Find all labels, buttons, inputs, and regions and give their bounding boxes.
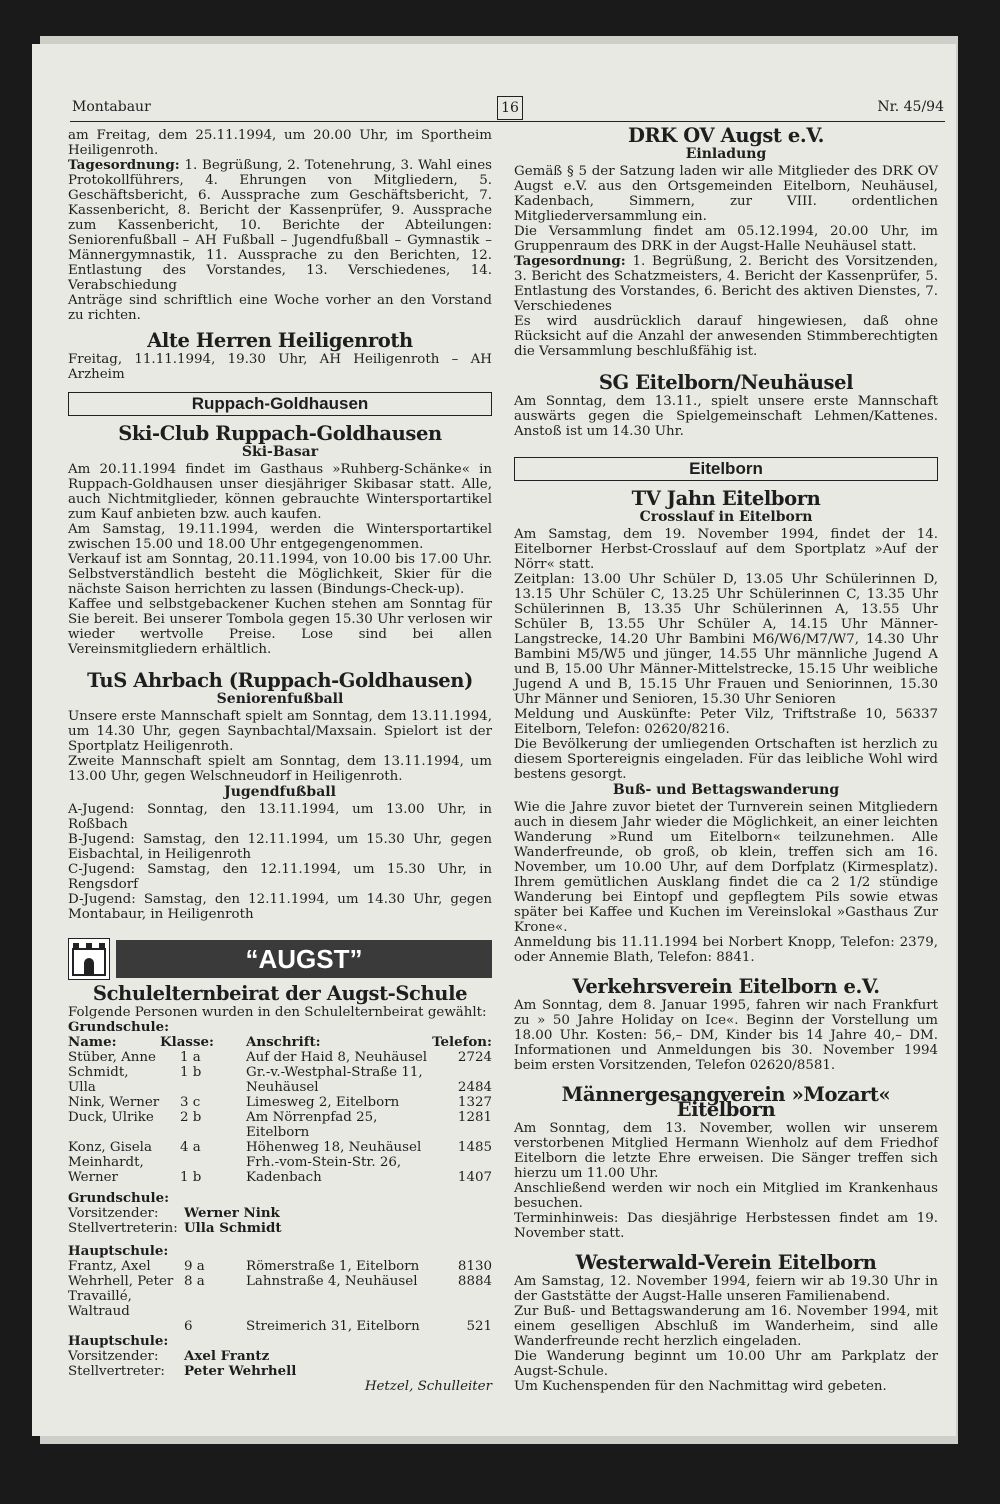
cell: Vorsitzender: [68, 1349, 159, 1364]
table-row [68, 1221, 492, 1236]
col-telefon: Telefon: [432, 1034, 492, 1050]
cell: Auf der Haid 8, Neuhäusel [246, 1050, 428, 1065]
cell: Wehrhell, Peter Travaillé, Waltraud [68, 1274, 174, 1319]
section-box-ruppach: Ruppach-Goldhausen [68, 392, 492, 416]
augst-banner-title: “AUGST” [116, 940, 492, 978]
cell: Meinhardt, Werner [68, 1155, 144, 1185]
cell: Römerstraße 1, Eitelborn [246, 1259, 420, 1274]
agenda-text: 1. Begrüßung, 2. Totenehrung, 3. Wahl eines Protokollführers, 4. Ehrungen von Mitgliedern, 5. Geschäftsbericht, 6. Aussprache zum Geschäftsbericht, 7. Kassenbericht, 8. Bericht der Kassenprüfer, 9. Aussprache zum Kassenbericht, 10. Berichte der Abteilungen: Seniorenfußball – AH Fußball – Jugendfußball – Gymnastik – Männergymnastik, 11. Aussprache zu den Berichten, 12. Entlastung des Vorstandes, 13. Verschiedenes, 14. Verabschiedung [68, 158, 492, 293]
table-row [68, 1095, 492, 1110]
schule-title: Schulelternbeirat der Augst-Schule [92, 982, 468, 1005]
cell: Nink, Werner [68, 1095, 160, 1110]
col-name: Name: [68, 1034, 117, 1050]
hauptschule-label-2: Hauptschule: [68, 1333, 169, 1349]
cell: Konz, Gisela [68, 1140, 152, 1155]
tus-jugend-line: B-Jugend: Samstag, den 12.11.1994, um 15.30 Uhr, gegen Eisbachtal, in Heiligenroth [68, 832, 492, 862]
table-row [68, 1319, 492, 1334]
cell: Axel Frantz [184, 1348, 270, 1364]
cell: 8 a [184, 1274, 205, 1289]
drk-agenda-text: 1. Begrüßung, 2. Bericht des Vorsitzenden, 3. Bericht des Schatzmeisters, 4. Bericht der Kassenprüfer, 5. Entlastung des Vorstandes, 6. Bericht des aktiven Dienstes, 7. Verschiedenes [514, 254, 938, 314]
drk-agenda-label: Tagesordnung: [514, 253, 626, 269]
section-box-eitelborn: Eitelborn [514, 457, 938, 481]
tv-para: Zeitplan: 13.00 Uhr Schüler D, 13.05 Uhr Schülerinnen D, 13.15 Uhr Schüler C, 13.25 Uhr Schülerinnen C, 13.35 Uhr Schülerinnen B, 13.35 Uhr Schülerinnen A, 13.55 Uhr Schüler B, 13.55 Uhr Schüler A, 14.15 Uhr Männer-Langstrecke, 14.20 Uhr Bambini M6/W6/M7/W7, 14.30 Uhr Bambini M5/W5 und jünger, 14.55 Uhr männliche Jugend A und B, 15.00 Uhr Männer-Mittelstrecke, 15.15 Uhr weibliche Jugend A und B, 15.15 Uhr Frauen und Seniorinnen, 15.30 Uhr Männer und Senioren, 15.30 Uhr Senioren [514, 572, 938, 707]
tus-jugend-line: D-Jugend: Samstag, den 12.11.1994, um 14.30 Uhr, gegen Montabaur, in Heiligenroth [68, 892, 492, 922]
cell: 1 b [180, 1170, 202, 1185]
vv-title: Verkehrsverein Eitelborn e.V. [572, 975, 880, 998]
hauptschule-label: Hauptschule: [68, 1243, 169, 1259]
cell: Stellvertreter: [68, 1364, 165, 1379]
wwv-title: Westerwald-Verein Eitelborn [575, 1251, 877, 1274]
mgv-para: Terminhinweis: Das diesjährige Herbstessen findet am 19. November statt. [514, 1211, 938, 1241]
table-row [68, 1206, 492, 1221]
tv-para: Die Bevölkerung der umliegenden Ortschaften ist herzlich zu diesem Sportereignis eingeladen. Für das leibliche Wohl wird bestens gesorgt. [514, 737, 938, 782]
agenda-label: Tagesordnung: [68, 157, 180, 173]
vv-text: Am Sonntag, dem 8. Januar 1995, fahren wir nach Frankfurt zu » 50 Jahre Holiday on Ice«. Beginn der Vorstellung um 18.00 Uhr. Kosten: 56,– DM, Kinder bis 14 Jahre 40,– DM. Informationen und Anmeldungen bis 30. November 1994 beim ersten Vorsitzenden, Telefon 02620/8581. [514, 998, 938, 1073]
tv-title: TV Jahn Eitelborn [631, 487, 821, 510]
sportheim-intro: am Freitag, dem 25.11.1994, um 20.00 Uhr, im Sportheim Heiligenroth. [68, 128, 492, 158]
sg-text: Am Sonntag, dem 13.11., spielt unsere erste Mannschaft auswärts gegen die Spielgemeinschaft Lehmen/Kattenes. Anstoß ist um 14.30 Uhr. [514, 394, 938, 439]
cell: Schmidt, Ulla [68, 1065, 129, 1095]
alte-herren-title: Alte Herren Heiligenroth [147, 329, 413, 352]
cell: 3 c [180, 1095, 201, 1110]
page-number: 16 [497, 96, 523, 120]
cell: 6 [184, 1319, 193, 1334]
tv-para: Am Samstag, dem 19. November 1994, findet der 14. Eitelborner Herbst-Crosslauf auf dem Sportplatz »Auf der Nörr« statt. [514, 527, 938, 572]
table-row [68, 1050, 492, 1065]
signature: Hetzel, Schulleiter [364, 1379, 492, 1394]
skiclub-para: Am 20.11.1994 findet im Gasthaus »Ruhberg-Schänke« in Ruppach-Goldhausen unser diesjähriger Skibasar statt. Alle, auch Nichtmitglieder, können gebrauchte Wintersportartikel zum Kauf anbieten bzw. auch kaufen. [68, 462, 492, 522]
table-row [68, 1349, 492, 1364]
cell: Stüber, Anne [68, 1050, 156, 1065]
grundschule-table [68, 1035, 492, 1185]
cell: Streimerich 31, Eitelborn [246, 1319, 420, 1334]
grundschule-board [68, 1206, 492, 1236]
col-anschrift: Anschrift: [246, 1034, 321, 1050]
grundschule-label: Grundschule: [68, 1019, 170, 1035]
tv-para: Meldung und Auskünfte: Peter Vilz, Triftstraße 10, 56337 Eitelborn, Telefon: 02620/8216. [514, 707, 938, 737]
cell: Peter Wehrhell [184, 1363, 297, 1379]
right-column [514, 126, 938, 1394]
drk-para: Die Versammlung findet am 05.12.1994, 20.00 Uhr, im Gruppenraum des DRK in der Augst-Halle Neuhäusel statt. [514, 224, 938, 254]
header-town: Montabaur [72, 99, 151, 115]
tus-subtitle-jugend: Jugendfußball [224, 784, 336, 800]
cell: 1 a [180, 1050, 201, 1065]
tv-subtitle-wanderung: Buß- und Bettagswanderung [612, 782, 840, 798]
cell: 8130 [457, 1259, 492, 1274]
cell: Werner Nink [184, 1205, 280, 1221]
cell: Stellvertreterin: [68, 1221, 178, 1236]
cell: 2724 [457, 1050, 492, 1065]
tus-para: Zweite Mannschaft spielt am Sonntag, dem 13.11.1994, um 13.00 Uhr, gegen Welschneudorf in Heiligenroth. [68, 754, 492, 784]
castle-emblem-icon [68, 938, 110, 980]
cell: Lahnstraße 4, Neuhäusel [246, 1274, 418, 1289]
cell: 1485 [457, 1140, 492, 1155]
mgv-para: Am Sonntag, dem 13. November, wollen wir unserem verstorbenen Mitglied Hermann Wienholz auf dem Friedhof Eitelborn die letzte Ehre erweisen. Die Sänger treffen sich hierzu um 11.00 Uhr. [514, 1121, 938, 1181]
cell: 1327 [457, 1095, 492, 1110]
mgv-para: Anschließend werden wir noch ein Mitglied im Krankenhaus besuchen. [514, 1181, 938, 1211]
table-row [68, 1110, 492, 1140]
tus-jugend-line: C-Jugend: Samstag, den 12.11.1994, um 15.30 Uhr, in Rengsdorf [68, 862, 492, 892]
skiclub-para: Am Samstag, 19.11.1994, werden die Wintersportartikel zwischen 15.00 und 18.00 Uhr entgegengenommen. [68, 522, 492, 552]
hauptschule-table [68, 1259, 492, 1334]
cell: Frantz, Axel [68, 1259, 151, 1274]
skiclub-subtitle: Ski-Basar [241, 444, 319, 460]
tv-para: Anmeldung bis 11.11.1994 bei Norbert Knopp, Telefon: 2379, oder Annemie Blath, Telefon: 8841. [514, 935, 938, 965]
cell: Ulla Schmidt [184, 1220, 282, 1236]
cell: 2484 [457, 1080, 492, 1095]
cell [68, 1319, 184, 1334]
cell: 8884 [457, 1274, 492, 1289]
sg-title: SG Eitelborn/Neuhäusel [598, 371, 854, 394]
mgv-title: Männergesangverein »Mozart« Eitelborn [561, 1083, 891, 1121]
wwv-para: Zur Buß- und Bettagswanderung am 16. November 1994, mit einem geselligen Abschluß im Wanderheim, sind alle Wanderfreunde recht herzlich eingeladen. [514, 1304, 938, 1349]
drk-subtitle: Einladung [685, 146, 767, 162]
schule-intro: Folgende Personen wurden in den Schulelternbeirat gewählt: [68, 1005, 487, 1020]
cell: 1407 [457, 1170, 492, 1185]
cell: Vorsitzender: [68, 1206, 159, 1221]
tv-subtitle-crosslauf: Crosslauf in Eitelborn [639, 509, 813, 525]
cell: 521 [466, 1319, 492, 1334]
table-header [68, 1035, 492, 1050]
table-row [68, 1155, 492, 1185]
cell: 4 a [180, 1140, 201, 1155]
augst-banner [68, 938, 492, 980]
drk-para: Es wird ausdrücklich darauf hingewiesen, daß ohne Rücksicht auf die Anzahl der anwesenden Stimmberechtigten die Versammlung beschlußfähig ist. [514, 314, 938, 359]
cell: 1281 [457, 1110, 492, 1125]
cell: Gr.-v.-Westphal-Straße 11, Neuhäusel [246, 1065, 423, 1095]
cell: Limesweg 2, Eitelborn [246, 1095, 400, 1110]
drk-para: Gemäß § 5 der Satzung laden wir alle Mitglieder des DRK OV Augst e.V. aus den Ortsgemeinden Eitelborn, Neuhäusel, Kadenbach, Simmern, zur VIII. ordentlichen Mitgliederversammlung ein. [514, 164, 938, 224]
hauptschule-board [68, 1349, 492, 1379]
agenda-paragraph [68, 158, 492, 293]
issue-number: Nr. 45/94 [877, 99, 944, 115]
table-row [68, 1364, 492, 1379]
cell: 1 b [180, 1065, 202, 1080]
tus-subtitle-senioren: Seniorenfußball [216, 691, 344, 707]
drk-agenda [514, 254, 938, 314]
table-row [68, 1259, 492, 1274]
cell: 2 b [180, 1110, 202, 1125]
tus-jugend-line: A-Jugend: Sonntag, den 13.11.1994, um 13.00 Uhr, in Roßbach [68, 802, 492, 832]
cell: Am Nörrenpfad 25, Eitelborn [246, 1110, 378, 1140]
cell: Höhenweg 18, Neuhäusel [246, 1140, 422, 1155]
skiclub-para: Kaffee und selbstgebackener Kuchen stehen am Sonntag für Sie bereit. Bei unserer Tombola gegen 15.30 Uhr verlosen wir wieder wertvolle Preise. Lose sind bei allen Vereinsmitgliedern erhältlich. [68, 597, 492, 657]
grundschule-label-2: Grundschule: [68, 1190, 170, 1206]
alte-herren-text: Freitag, 11.11.1994, 19.30 Uhr, AH Heiligenroth – AH Arzheim [68, 352, 492, 382]
table-row [68, 1274, 492, 1319]
wwv-para: Die Wanderung beginnt um 10.00 Uhr am Parkplatz der Augst-Schule. [514, 1349, 938, 1379]
table-row [68, 1065, 492, 1095]
cell: Duck, Ulrike [68, 1110, 154, 1125]
cell: 9 a [184, 1259, 205, 1274]
cell: Frh.-vom-Stein-Str. 26, Kadenbach [246, 1155, 402, 1185]
drk-title: DRK OV Augst e.V. [627, 124, 825, 147]
table-row [68, 1140, 492, 1155]
header-rule [70, 121, 945, 122]
tus-title: TuS Ahrbach (Ruppach-Goldhausen) [87, 669, 473, 692]
left-column [68, 128, 492, 1394]
skiclub-title: Ski-Club Ruppach-Goldhausen [118, 422, 442, 445]
wwv-para: Um Kuchenspenden für den Nachmittag wird gebeten. [514, 1379, 887, 1394]
tv-para: Wie die Jahre zuvor bietet der Turnverein seinen Mitgliedern auch in diesem Jahr wieder die Möglichkeit, an einer leichten Wanderung »Rund um Eitelborn« teilzunehmen. Alle Wanderfreunde, ob groß, ob klein, treffen sich am 16. November, um 10.00 Uhr, auf dem Dorfplatz (Kirmesplatz). Ihrem gemütlichen Ausklang findet die ca 2 1/2 stündige Wanderung bei Eintopf und gepflegtem Pils sowie etwas später bei Kaffee und Kuchen im Vereinslokal »Gasthaus Zur Krone«. [514, 800, 938, 935]
skiclub-para: Verkauf ist am Sonntag, 20.11.1994, von 10.00 bis 17.00 Uhr. Selbstverständlich besteht die Möglichkeit, Skier für die nächste Saison herrichten zu lassen (Bindungs-Check-up). [68, 552, 492, 597]
antraege-text: Anträge sind schriftlich eine Woche vorher an den Vorstand zu richten. [68, 293, 492, 323]
tus-para: Unsere erste Mannschaft spielt am Sonntag, dem 13.11.1994, um 14.30 Uhr, gegen Saynbachtal/Maxsain. Spielort ist der Sportplatz Heiligenroth. [68, 709, 492, 754]
col-klasse: Klasse: [160, 1034, 214, 1050]
wwv-para: Am Samstag, 12. November 1994, feiern wir ab 19.30 Uhr in der Gaststätte der Augst-Halle unseren Familienabend. [514, 1274, 938, 1304]
